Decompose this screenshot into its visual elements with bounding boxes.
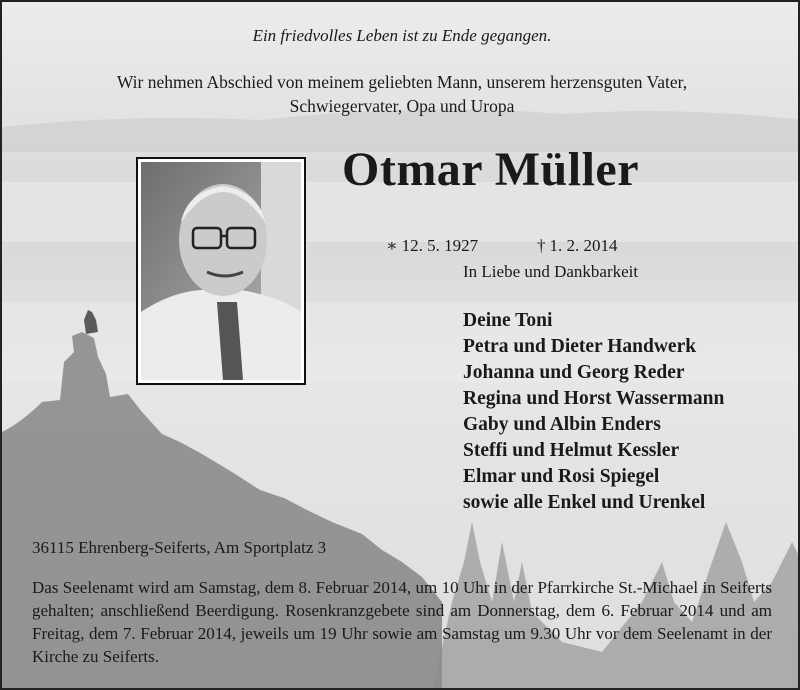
dedication-line: In Liebe und Dankbarkeit [463,262,639,281]
mourners-list [463,308,724,516]
mourner-item: Gaby und Albin Enders [463,414,661,435]
mourner-item: Johanna und Georg Reder [463,362,685,383]
birth-star-icon: ∗ [386,236,398,255]
deceased-name: Otmar Müller [342,143,640,196]
service-details: Das Seelenamt wird am Samstag, dem 8. Februar 2014, um 10 Uhr in der Pfarrkirche St.-Michael in Seiferts gehalten; anschließend Beerdigung. Rosenkranzgebete sind am Donnerstag, dem 6. Februar 2014 und am Freitag, dem 7. Februar 2014, jeweils um 19 Uhr sowie am Samstag um 9.30 Uhr vor dem Seelenamt in der Kirche zu Seiferts. [32,578,772,666]
portrait-image [141,162,301,380]
mourner-item: Elmar und Rosi Spiegel [463,466,660,487]
mourner-item: Petra und Dieter Handwerk [463,336,697,357]
birth-date [386,236,478,256]
birth-date-value: 12. 5. 1927 [401,236,479,255]
death-date [537,236,618,256]
intro-line: Ein friedvolles Leben ist zu Ende gegangen. [252,26,552,45]
farewell-text [62,70,742,118]
address-line: 36115 Ehrenberg-Seiferts, Am Sportplatz 3 [32,538,327,557]
farewell-line-1: Wir nehmen Abschied von meinem geliebten Mann, unserem herzensguten Vater, [116,72,688,92]
mourner-item: Regina und Horst Wassermann [463,388,725,409]
death-cross-icon: † [537,236,546,255]
portrait-photo [136,157,306,385]
farewell-line-2: Schwiegervater, Opa und Uropa [289,96,515,116]
mourner-item: Deine Toni [463,310,553,331]
mourner-item: sowie alle Enkel und Urenkel [463,492,706,513]
mourner-item: Steffi und Helmut Kessler [463,440,680,461]
death-date-value: 1. 2. 2014 [549,236,618,255]
